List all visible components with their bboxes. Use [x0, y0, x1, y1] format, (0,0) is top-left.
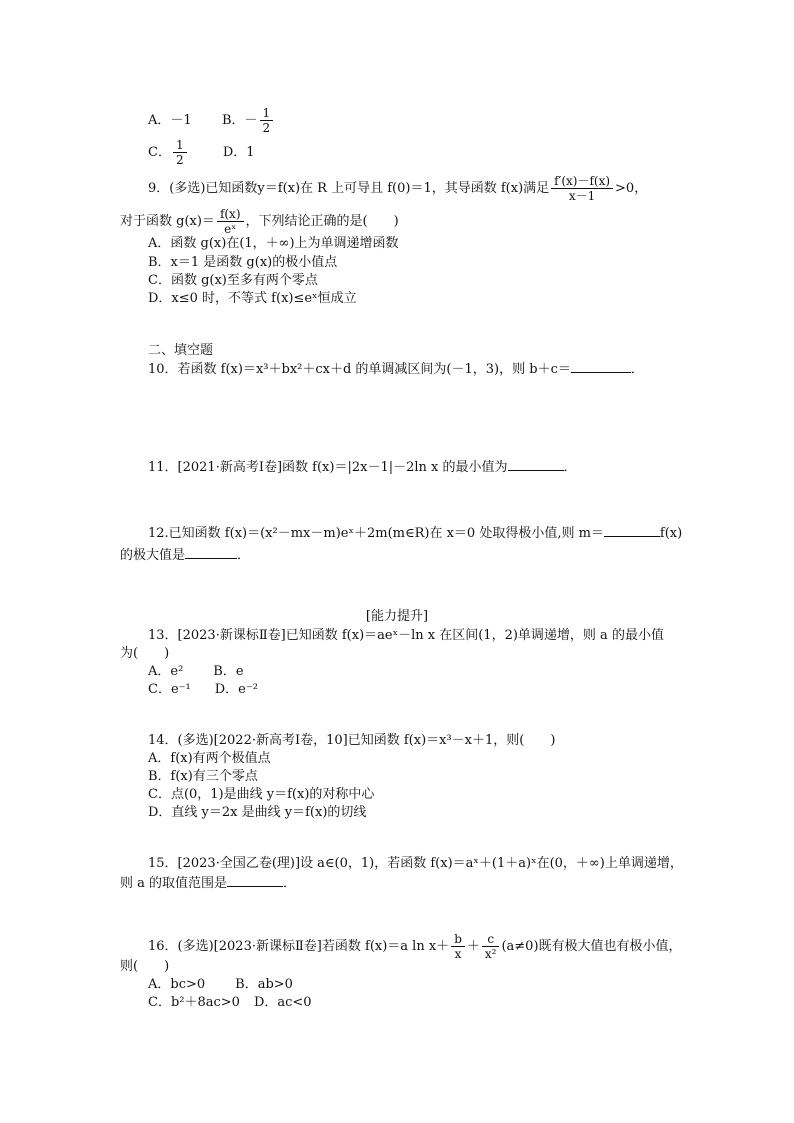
q8-option-b: B．－ $\frac{1}{2}$	[222, 113, 275, 128]
q16-option-row-1	[148, 976, 293, 994]
q8-option-row-2	[148, 138, 255, 167]
q10-answer-blank	[571, 360, 631, 373]
q13-option-d: D．e⁻²	[214, 682, 258, 697]
q10-stem: 10．若函数 f(x)＝x³＋bx²＋cx＋d 的单调减区间为(－1，3)，则 b＋c＝ ．	[148, 362, 644, 377]
q13-option-c: C．e⁻¹	[148, 682, 191, 697]
q8-option-d: D．1	[222, 145, 255, 160]
q9-option-a: A．函数 g(x)在(1，＋∞)上为单调递增函数	[148, 236, 399, 251]
q14-stem: 14．(多选)[2022·新高考Ⅰ卷，10]已知函数 f(x)＝x³－x＋1，则( )	[148, 733, 556, 748]
q9-g-fraction: $\frac{f(x)}{\text{eˣ}}$	[217, 207, 244, 236]
q11-stem: 11．[2021·新高考Ⅰ卷]函数 f(x)＝|2x－1|－2ln x 的最小值为 ．	[148, 460, 577, 475]
q13-option-a: A．e²	[148, 664, 184, 679]
q12-answer-blank-max	[185, 546, 237, 559]
q15-stem-line-1: 15．[2023·全国乙卷(理)]设 a∈(0，1)，若函数 f(x)＝aˣ＋(1＋a)ˣ在(0，＋∞)上单调递增，	[148, 856, 683, 871]
q13-option-row-1	[148, 663, 244, 681]
q16-option-row-2	[148, 994, 312, 1012]
section-fill-in-heading: 二、填空题	[148, 343, 214, 358]
q8-option-row-1	[148, 106, 275, 135]
q16-option-b: B．ab>0	[235, 977, 293, 992]
q14-option-a: A．f(x)有两个极值点	[148, 751, 271, 766]
q12-stem-line-1: 12.已知函数 f(x)＝(x²－mx－m)eˣ＋2m(m∈R)在 x＝0 处取得极小值,则 m＝ f(x)	[148, 526, 683, 541]
q13-option-b: B．e	[213, 664, 244, 679]
q13-option-row-2	[148, 681, 258, 699]
q16-stem-line-2: 则( )	[120, 959, 170, 974]
q16-fraction-b-over-x: $\frac{b}{x}$	[451, 932, 465, 961]
q9-option-d: D．x≤0 时，不等式 f(x)≤eˣ恒成立	[148, 291, 357, 306]
q9-condition-fraction: $\frac{f'(x)-f(x)}{x-1}$	[551, 174, 613, 203]
q13-stem-line-1: 13．[2023·新课标Ⅱ卷]已知函数 f(x)＝aeˣ－ln x 在区间(1，2)单调递增，则 a 的最小值	[148, 628, 664, 643]
q9-stem-line-1: 9．(多选)已知函数y＝f(x)在 R 上可导且 f(0)＝1，其导函数 f(x)满足 $\frac{f'(x)-f(x)}{x-1}$ >0，	[148, 174, 648, 203]
q9-option-c: C．函数 g(x)至多有两个零点	[148, 273, 318, 288]
q12-stem-line-2: 的极大值是 ．	[120, 548, 251, 563]
q14-option-b: B．f(x)有三个零点	[148, 769, 258, 784]
q16-option-d: D．ac<0	[253, 995, 312, 1010]
q8-option-c: C． $\frac{1}{2}$	[148, 145, 189, 160]
q15-answer-blank	[227, 874, 283, 887]
q16-stem-line-1: 16．(多选)[2023·新课标Ⅱ卷]若函数 f(x)＝a ln x＋ $\frac{b}{x}$ ＋ $\frac{c}{\text{x²}}$ (a≠0)既有极大值也有极小值，	[148, 932, 682, 961]
section-ability-heading: [能力提升]	[365, 609, 429, 624]
q12-answer-blank-m	[604, 524, 660, 537]
q8-option-a: A．－1	[148, 113, 192, 128]
q15-stem-line-2: 则 a 的取值范围是 ．	[120, 876, 297, 891]
q9-stem-line-2: 对于函数 g(x)＝ $\frac{f(x)}{\text{eˣ}}$ ，下列结论正确的是( )	[120, 207, 399, 236]
q16-option-a: A．bc>0	[148, 977, 206, 992]
q14-option-d: D．直线 y＝2x 是曲线 y＝f(x)的切线	[148, 805, 367, 820]
q9-option-b: B．x＝1 是函数 g(x)的极小值点	[148, 255, 338, 270]
q14-option-c: C．点(0，1)是曲线 y＝f(x)的对称中心	[148, 787, 375, 802]
q11-answer-blank	[508, 458, 564, 471]
q16-fraction-c-over-x2: $\frac{c}{\text{x²}}$	[482, 932, 500, 961]
q13-stem-line-2: 为( )	[120, 646, 170, 661]
q16-option-c: C．b²＋8ac>0	[148, 995, 240, 1010]
